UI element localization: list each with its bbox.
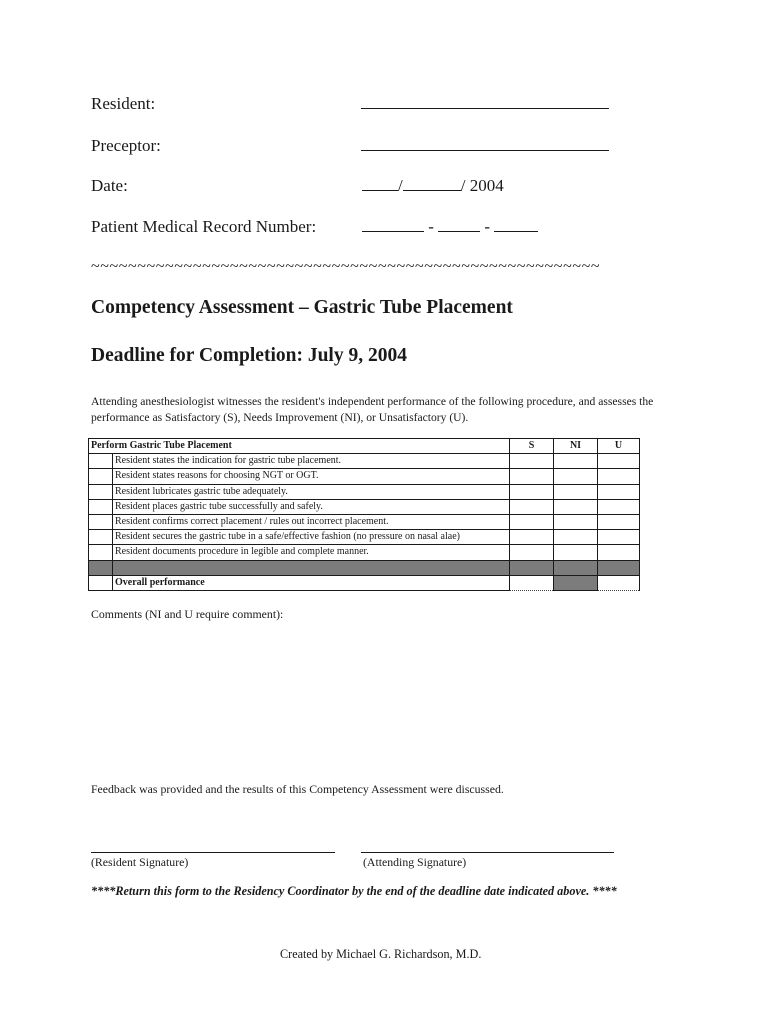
rating-cell-s[interactable] [510,514,554,529]
row-spacer [89,499,113,514]
rating-cell-u[interactable] [598,469,640,484]
item-text: Resident states reasons for choosing NGT or OGT. [113,469,510,484]
table-row [89,484,640,499]
shaded-cell [113,560,510,575]
table-row [89,514,640,529]
overall-rating-s[interactable] [510,575,554,590]
item-text: Resident lubricates gastric tube adequately. [113,484,510,499]
mrn-field[interactable] [362,217,538,237]
item-text: Resident places gastric tube successfully and safely. [113,499,510,514]
preceptor-label: Preceptor: [91,136,161,155]
date-label: Date: [91,176,128,195]
rating-cell-s[interactable] [510,530,554,545]
rating-cell-ni[interactable] [554,514,598,529]
date-separator-2: / 2004 [460,176,504,195]
table-row [89,545,640,560]
row-spacer [89,530,113,545]
rating-cell-ni[interactable] [554,545,598,560]
shaded-cell [598,560,640,575]
preceptor-field[interactable] [361,136,609,151]
column-header-s: S [510,439,554,454]
overall-rating-u[interactable] [598,575,640,590]
shaded-cell [554,560,598,575]
table-header-row [89,439,640,454]
overall-rating-ni-shaded [554,575,598,590]
item-text: Resident secures the gastric tube in a safe/effective fashion (no pressure on nasal alae) [113,530,510,545]
row-spacer [89,514,113,529]
overall-label: Overall performance [113,575,510,590]
rating-cell-s[interactable] [510,454,554,469]
feedback-statement: Feedback was provided and the results of this Competency Assessment were discussed. [91,782,504,796]
rating-cell-u[interactable] [598,499,640,514]
footer-credit: Created by Michael G. Richardson, M.D. [280,947,482,961]
rating-cell-u[interactable] [598,514,640,529]
row-spacer [89,454,113,469]
rating-cell-s[interactable] [510,545,554,560]
shaded-cell [510,560,554,575]
mrn-blank-2[interactable] [438,217,480,232]
item-text: Resident states the indication for gastric tube placement. [113,454,510,469]
resident-signature-line[interactable] [91,852,335,853]
rating-cell-ni[interactable] [554,530,598,545]
tilde-divider: ~~~~~~~~~~~~~~~~~~~~~~~~~~~~~~~~~~~~~~~~~~~~~~~~~~~~~~~ [91,258,601,275]
assessment-table [88,438,640,591]
shaded-separator-row [89,560,640,575]
row-spacer [89,469,113,484]
row-spacer [89,484,113,499]
date-field[interactable] [362,176,504,196]
return-instructions: ****Return this form to the Residency Coordinator by the end of the deadline date indicated above. **** [91,884,617,898]
table-row [89,469,640,484]
rating-cell-u[interactable] [598,454,640,469]
table-heading: Perform Gastric Tube Placement [89,439,510,454]
column-header-u: U [598,439,640,454]
comments-area[interactable] [91,628,681,768]
rating-cell-s[interactable] [510,499,554,514]
resident-label: Resident: [91,94,156,113]
instructions-text: Attending anesthesiologist witnesses the resident's independent performance of the following procedure, and assesses the performance as Satisfactory (S), Needs Improvement (NI), or Unsatisfactory (U). [91,395,654,424]
table-row [89,530,640,545]
date-day-blank[interactable] [403,176,461,191]
row-spacer [89,545,113,560]
rating-cell-ni[interactable] [554,499,598,514]
rating-cell-u[interactable] [598,484,640,499]
rating-cell-u[interactable] [598,545,640,560]
table-row [89,499,640,514]
deadline-heading: Deadline for Completion: July 9, 2004 [91,345,407,366]
comments-label: Comments (NI and U require comment): [91,607,284,621]
resident-field[interactable] [361,94,609,109]
rating-cell-s[interactable] [510,469,554,484]
rating-cell-ni[interactable] [554,469,598,484]
rating-cell-s[interactable] [510,484,554,499]
rating-cell-ni[interactable] [554,454,598,469]
resident-signature-label: (Resident Signature) [91,855,189,869]
item-text: Resident documents procedure in legible and complete manner. [113,545,510,560]
page-title: Competency Assessment – Gastric Tube Placement [91,297,513,318]
mrn-blank-1[interactable] [362,217,424,232]
attending-signature-label: (Attending Signature) [363,855,467,869]
attending-signature-line[interactable] [361,852,614,853]
rating-cell-u[interactable] [598,530,640,545]
overall-row [89,575,640,590]
mrn-separator-1: - [424,217,439,236]
table-row [89,454,640,469]
rating-cell-ni[interactable] [554,484,598,499]
mrn-separator-2: - [480,217,495,236]
shaded-cell [89,560,113,575]
date-month-blank[interactable] [362,176,398,191]
mrn-blank-3[interactable] [494,217,538,232]
column-header-ni: NI [554,439,598,454]
mrn-label: Patient Medical Record Number: [91,217,317,236]
item-text: Resident confirms correct placement / rules out incorrect placement. [113,514,510,529]
date-separator-1: / [398,176,403,195]
row-spacer [89,575,113,590]
